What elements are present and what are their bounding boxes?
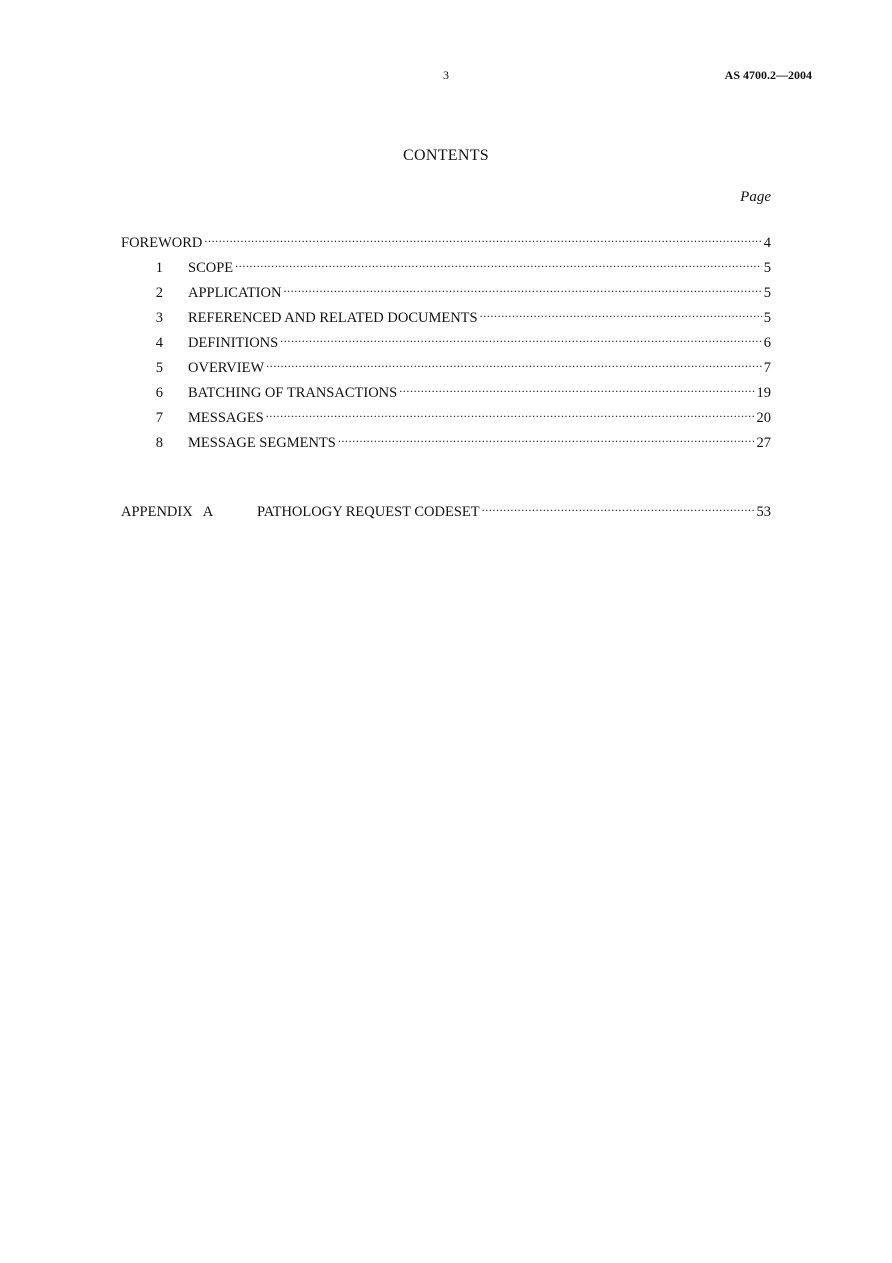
toc-entry-section-6[interactable] <box>121 379 771 401</box>
toc-number: 7 <box>155 410 163 426</box>
page-column-label: Page <box>740 189 771 205</box>
toc-number: 5 <box>155 360 163 376</box>
toc-page: 19 <box>756 385 771 401</box>
toc-number: 3 <box>155 310 163 326</box>
toc-title: FOREWORD <box>121 235 203 251</box>
toc-leader-dots <box>480 304 762 322</box>
toc-page: 20 <box>756 410 771 426</box>
toc-page: 53 <box>756 504 771 520</box>
toc-title: SCOPE <box>188 260 234 276</box>
toc-leader-dots <box>235 254 762 272</box>
toc-appendix-prefix: APPENDIX A <box>121 504 214 520</box>
toc-page: 5 <box>763 285 771 301</box>
toc-page: 27 <box>756 435 771 451</box>
document-code: AS 4700.2—2004 <box>724 68 812 82</box>
toc-title: OVERVIEW <box>188 360 265 376</box>
toc-title: PATHOLOGY REQUEST CODESET <box>257 504 480 520</box>
toc-entry-foreword[interactable] <box>121 229 771 251</box>
page-number: 3 <box>443 68 449 82</box>
toc-number: 2 <box>155 285 163 301</box>
toc-leader-dots <box>266 354 762 372</box>
toc-entry-section-3[interactable] <box>121 304 771 326</box>
toc-number: 8 <box>155 435 163 451</box>
toc-title: DEFINITIONS <box>188 335 279 351</box>
toc-page: 5 <box>763 260 771 276</box>
toc-entry-appendix-a[interactable] <box>121 498 771 520</box>
toc-entry-section-2[interactable] <box>121 279 771 301</box>
toc-leader-dots <box>280 329 762 347</box>
toc-title: BATCHING OF TRANSACTIONS <box>188 385 398 401</box>
toc-entry-section-5[interactable] <box>121 354 771 376</box>
toc-number: 1 <box>155 260 163 276</box>
toc-leader-dots <box>338 429 755 447</box>
toc-entry-section-4[interactable] <box>121 329 771 351</box>
toc-leader-dots <box>283 279 761 297</box>
toc-page: 4 <box>763 235 771 251</box>
toc-leader-dots <box>266 404 755 422</box>
toc-title: MESSAGES <box>188 410 264 426</box>
toc-entry-section-7[interactable] <box>121 404 771 426</box>
toc-leader-dots <box>204 229 761 247</box>
toc-title: APPLICATION <box>188 285 282 301</box>
toc-number: 4 <box>155 335 163 351</box>
toc-page: 7 <box>763 360 771 376</box>
toc-leader-dots <box>399 379 754 397</box>
toc-title: MESSAGE SEGMENTS <box>188 435 336 451</box>
contents-title: CONTENTS <box>403 147 489 164</box>
toc-title: REFERENCED AND RELATED DOCUMENTS <box>188 310 478 326</box>
toc-number: 6 <box>155 385 163 401</box>
toc-page: 5 <box>763 310 771 326</box>
toc-page: 6 <box>763 335 771 351</box>
toc-leader-dots <box>482 498 755 516</box>
toc-entry-section-8[interactable] <box>121 429 771 451</box>
toc-entry-section-1[interactable] <box>121 254 771 276</box>
